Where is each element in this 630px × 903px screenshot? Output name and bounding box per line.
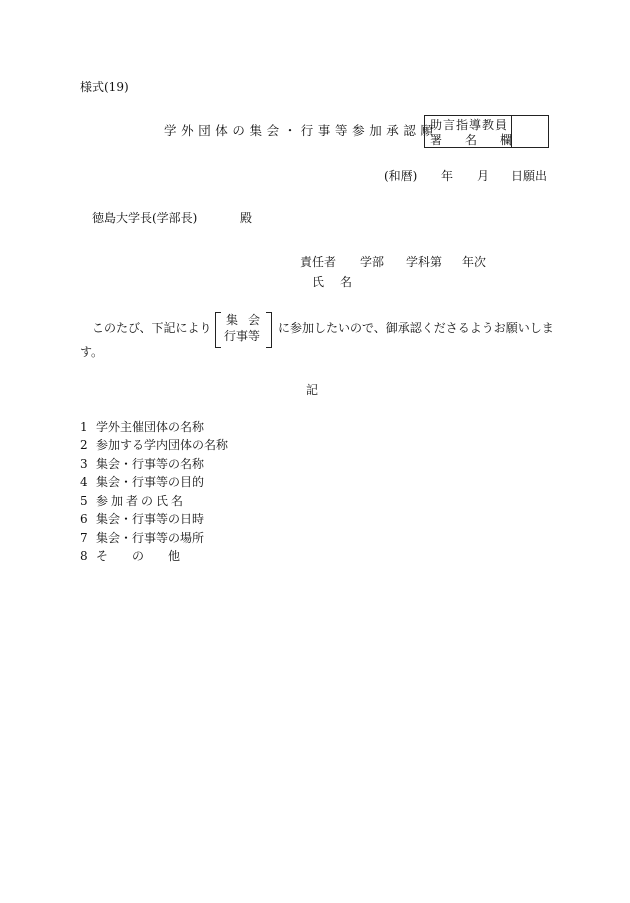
signature-label-char: 署 <box>430 133 444 147</box>
request-text-start: このたび、下記により <box>92 321 212 335</box>
request-text-continuation: す。 <box>80 345 104 359</box>
list-item <box>80 421 204 433</box>
signature-label-char: 欄 <box>500 133 514 147</box>
form-number: 様式(19) <box>80 80 129 94</box>
list-item-number: 8 <box>80 549 88 563</box>
list-item-number: 2 <box>80 438 88 452</box>
grade-label: 年次 <box>462 255 487 269</box>
list-item-text: 学外主催団体の名称 <box>96 420 205 434</box>
option-gathering: 集会 <box>226 313 271 327</box>
option-event: 行事等 <box>224 329 261 343</box>
list-item-number: 7 <box>80 531 88 545</box>
advisor-signature-box <box>424 115 549 148</box>
list-item <box>80 495 186 507</box>
list-item <box>80 458 204 470</box>
faculty-label: 学部 <box>360 255 385 269</box>
list-item-number: 1 <box>80 420 88 434</box>
notes-heading: 記 <box>306 383 319 397</box>
list-item-text: 参加する学内団体の名称 <box>96 438 229 452</box>
right-bracket <box>266 312 272 348</box>
signature-label-advisor: 助言指導教員 <box>430 118 509 132</box>
list-item <box>80 550 180 562</box>
date-era: (和暦) <box>384 169 418 183</box>
responsible-person-label: 責任者 <box>300 255 337 269</box>
list-item-text: そ の 他 <box>96 549 181 563</box>
date-year-label: 年 <box>441 169 454 183</box>
list-item <box>80 532 204 544</box>
request-text-end: に参加したいので、御承認くださるようお願いしま <box>278 321 554 335</box>
signature-label-field <box>430 134 513 146</box>
list-item-number: 4 <box>80 475 88 489</box>
signature-label-char: 名 <box>465 133 479 147</box>
name-label: 氏名 <box>312 275 369 289</box>
list-item-text: 集会・行事等の場所 <box>96 531 205 545</box>
list-item-text: 集会・行事等の目的 <box>96 475 205 489</box>
addressee: 徳島大学長(学部長) <box>92 211 198 225</box>
list-item-text: 参加者の氏名 <box>96 494 187 508</box>
list-item-text: 集会・行事等の名称 <box>96 457 205 471</box>
list-item <box>80 513 204 525</box>
list-item <box>80 439 228 451</box>
list-item-text: 集会・行事等の日時 <box>96 512 205 526</box>
list-item <box>80 476 204 488</box>
left-bracket <box>215 312 221 348</box>
addressee-honorific: 殿 <box>240 211 253 225</box>
document-title: 学外団体の集会・行事等参加承認願 <box>164 123 438 138</box>
list-item-number: 5 <box>80 494 88 508</box>
date-month-label: 月 <box>477 169 490 183</box>
department-label: 学科第 <box>406 255 443 269</box>
date-day-label: 日願出 <box>511 169 548 183</box>
list-item-number: 3 <box>80 457 88 471</box>
list-item-number: 6 <box>80 512 88 526</box>
